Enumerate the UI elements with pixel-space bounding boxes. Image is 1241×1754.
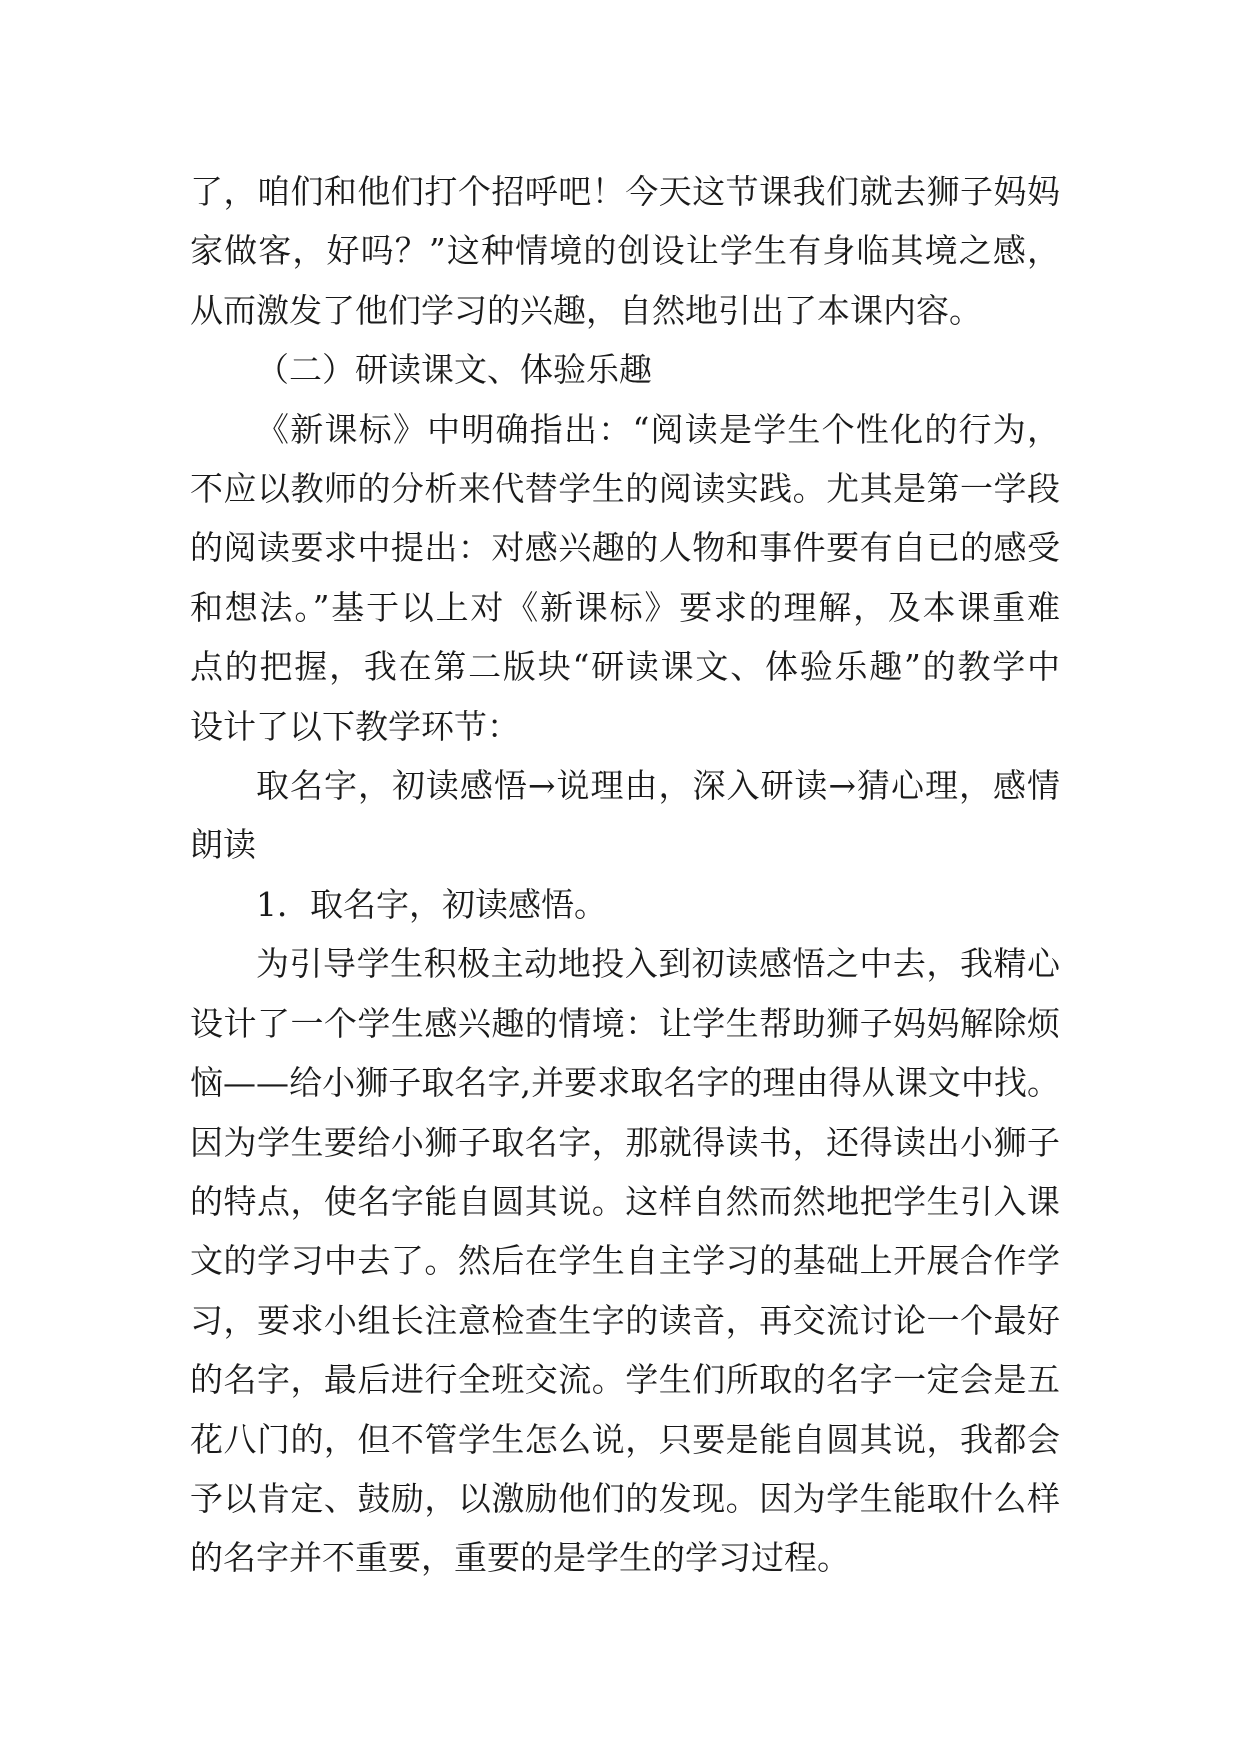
text-line-19: 文的学习中去了。然后在学生自主学习的基础上开展合作学 (190, 1241, 1060, 1281)
subsection-heading: 1．取名字，初读感悟。 (256, 884, 607, 924)
section-heading: （二）研读课文、体验乐趣 (256, 350, 652, 390)
text-line-6: 不应以教师的分析来代替学生的阅读实践。尤其是第一学段 (190, 469, 1060, 509)
text-line-11: 取名字，初读感悟→说理由，深入研读→猜心理，感情 (256, 766, 1060, 806)
text-line-7: 的阅读要求中提出：对感兴趣的人物和事件要有自已的感受 (190, 528, 1060, 568)
text-line-18: 的特点，使名字能自圆其说。这样自然而然地把学生引入课 (190, 1181, 1060, 1221)
text-line-2: 家做客，好吗？”这种情境的创设让学生有身临其境之感， (190, 231, 1060, 271)
text-line-21: 的名字，最后进行全班交流。学生们所取的名字一定会是五 (190, 1360, 1060, 1400)
text-line-16: 恼——给小狮子取名字,并要求取名字的理由得从课文中找。 (190, 1063, 1060, 1103)
text-line-9: 点的把握，我在第二版块“研读课文、体验乐趣”的教学中 (190, 647, 1060, 687)
text-line-1: 了，咱们和他们打个招呼吧！今天这节课我们就去狮子妈妈 (190, 172, 1060, 211)
document-page (190, 162, 1060, 1588)
text-line-23: 予以肯定、鼓励，以激励他们的发现。因为学生能取什么样 (190, 1478, 1060, 1518)
text-line-17: 因为学生要给小狮子取名字，那就得读书，还得读出小狮子 (190, 1122, 1060, 1162)
text-line-14: 为引导学生积极主动地投入到初读感悟之中去，我精心 (256, 944, 1060, 984)
text-line-22: 花八门的，但不管学生怎么说，只要是能自圆其说，我都会 (190, 1419, 1060, 1459)
text-line-5: 《新课标》中明确指出：“阅读是学生个性化的行为， (256, 409, 1060, 449)
text-line-3: 从而激发了他们学习的兴趣，自然地引出了本课内容。 (190, 290, 982, 330)
text-line-24: 的名字并不重要，重要的是学生的学习过程。 (190, 1538, 850, 1578)
text-line-15: 设计了一个学生感兴趣的情境：让学生帮助狮子妈妈解除烦 (190, 1003, 1060, 1043)
text-line-20: 习，要求小组长注意检查生字的读音，再交流讨论一个最好 (190, 1300, 1060, 1340)
text-line-10: 设计了以下教学环节： (190, 706, 520, 746)
text-line-12: 朗读 (190, 825, 256, 865)
text-line-8: 和想法。”基于以上对《新课标》要求的理解，及本课重难 (190, 587, 1060, 627)
